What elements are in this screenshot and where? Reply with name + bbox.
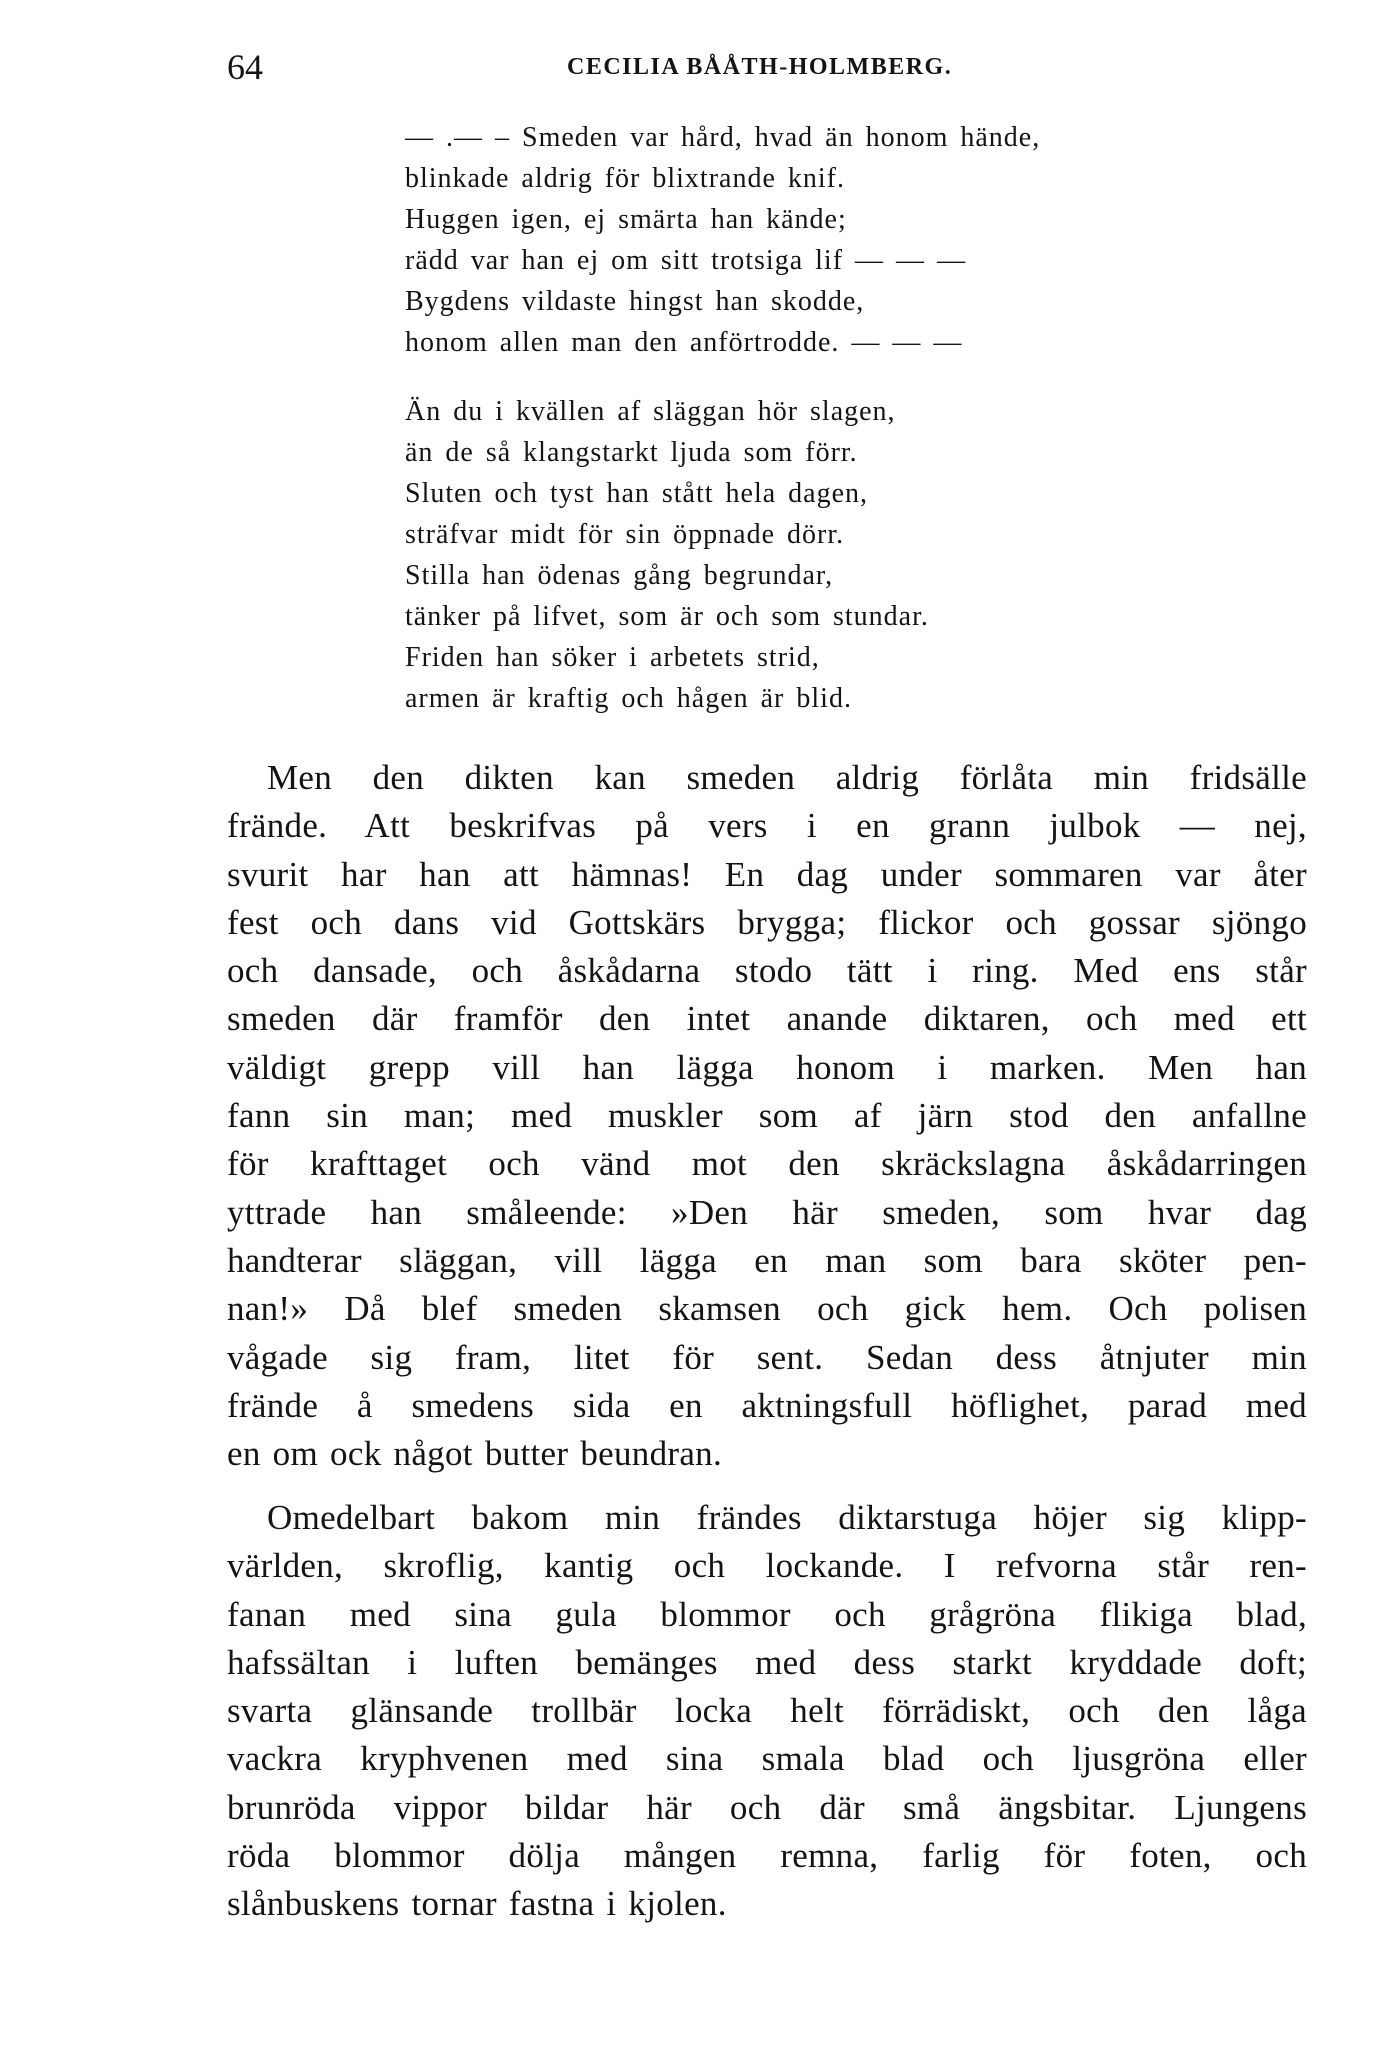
poem-line: än de så klangstarkt ljuda som förr. (405, 437, 858, 468)
poem-line: Friden han söker i arbetets strid, (405, 642, 820, 673)
prose-line: nan!» Då blef smeden skamsen och gick hem. Och polisen (227, 1289, 1307, 1329)
prose-line: slånbuskens tornar fastna i kjolen. (227, 1884, 727, 1924)
prose-line: röda blommor dölja mången remna, farlig för foten, och (227, 1836, 1307, 1876)
prose-line: världen, skroflig, kantig och lockande. I refvorna står ren- (227, 1546, 1307, 1586)
prose-paragraph-1 (227, 754, 1307, 1478)
poem-line: tänker på lifvet, som är och som stundar. (405, 601, 929, 632)
prose-line: brunröda vippor bildar här och där små ängsbitar. Ljungens (227, 1787, 1307, 1827)
prose-line: Men den dikten kan smeden aldrig förlåta min fridsälle (267, 758, 1307, 797)
poem-line: Sluten och tyst han stått hela dagen, (405, 478, 869, 509)
prose-line: fest och dans vid Gottskärs brygga; flickor och gossar sjöngo (227, 902, 1307, 942)
poem-line: blinkade aldrig för blixtrande knif. (405, 163, 845, 194)
prose-line: handterar släggan, vill lägga en man som bara sköter pen- (227, 1240, 1307, 1280)
prose-line: frände. Att beskrifvas på vers i en grann julbok — nej, (227, 806, 1307, 846)
page-header (227, 46, 1307, 86)
prose-line: frände å smedens sida en aktningsfull höflighet, parad med (227, 1385, 1307, 1425)
poem-stanza-2 (405, 391, 1305, 719)
prose-line: vackra kryphvenen med sina smala blad och ljusgröna eller (227, 1739, 1307, 1779)
prose-line: och dansade, och åskådarna stodo tätt i ring. Med ens står (227, 951, 1307, 991)
prose-line: svurit har han att hämnas! En dag under sommaren var åter (227, 854, 1307, 894)
poem-stanza-1 (405, 117, 1305, 363)
running-head: CECILIA BÅÅTH-HOLMBERG. (567, 54, 953, 80)
page-number: 64 (227, 47, 263, 87)
prose-line: smeden där framför den intet anande diktaren, och med ett (227, 999, 1307, 1039)
poem-line: sträfvar midt för sin öppnade dörr. (405, 519, 845, 550)
prose-line: för krafttaget och vänd mot den skräckslagna åskådarringen (227, 1144, 1307, 1184)
poem-line: Huggen igen, ej smärta han kände; (405, 204, 847, 235)
poem-line: Stilla han ödenas gång begrundar, (405, 560, 834, 591)
prose-line: väldigt grepp vill han lägga honom i marken. Men han (227, 1047, 1307, 1087)
prose-paragraph-2 (227, 1494, 1307, 1929)
prose-line: fanan med sina gula blommor och grågröna flikiga blad, (227, 1594, 1307, 1634)
prose-line: en om ock något butter beundran. (227, 1434, 723, 1474)
poem-line: armen är kraftig och hågen är blid. (405, 683, 852, 714)
prose-line: hafssältan i luften bemänges med dess starkt kryddade doft; (227, 1642, 1307, 1682)
prose-line: Omedelbart bakom min frändes diktarstuga höjer sig klipp- (267, 1498, 1307, 1537)
poem-line: honom allen man den anförtrodde. — — — (405, 327, 963, 358)
prose-line: svarta glänsande trollbär locka helt förrädiskt, och den låga (227, 1691, 1307, 1731)
poem-line: rädd var han ej om sitt trotsiga lif — — — (405, 245, 967, 276)
poem-line: Än du i kvällen af släggan hör slagen, (405, 396, 896, 427)
poem-line: — .— – Smeden var hård, hvad än honom hände, (405, 122, 1041, 153)
prose-line: yttrade han småleende: »Den här smeden, som hvar dag (227, 1192, 1307, 1232)
poem-line: Bygdens vildaste hingst han skodde, (405, 286, 865, 317)
prose-line: fann sin man; med muskler som af järn stod den anfallne (227, 1096, 1307, 1136)
prose-line: vågade sig fram, litet för sent. Sedan dess åtnjuter min (227, 1337, 1307, 1377)
